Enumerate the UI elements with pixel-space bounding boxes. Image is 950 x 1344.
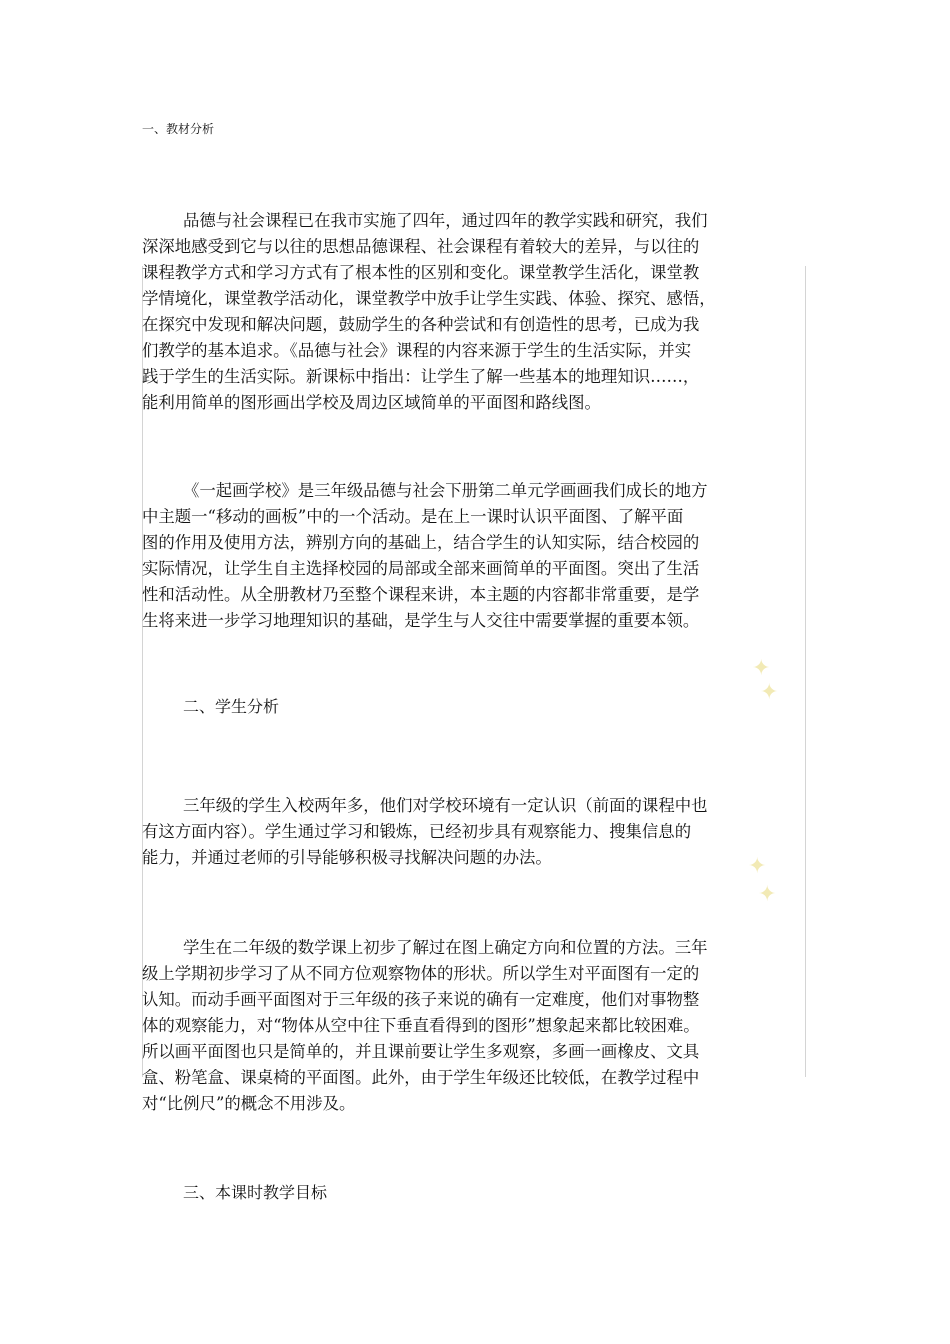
star-icon: ✦: [760, 680, 779, 705]
text-line: 所以画平面图也只是简单的，并且课前要让学生多观察，多画一画橡皮、文具: [142, 1042, 700, 1061]
text-line: 对“比例尺”的概念不用涉及。: [142, 1094, 356, 1113]
text-line: 认知。而动手画平面图对于三年级的孩子来说的确有一定难度，他们对事物整: [142, 990, 700, 1009]
paragraph-student-ability: [142, 935, 808, 1117]
text-line: 三年级的学生入校两年多，他们对学校环境有一定认识（前面的课程中也: [183, 796, 708, 815]
paragraph-lesson-content: [142, 478, 808, 634]
paragraph-student-knowledge: [142, 793, 808, 871]
paragraph-course-background: [142, 208, 808, 416]
text-line: 中主题一“移动的画板”中的一个活动。是在上一课时认识平面图、了解平面: [142, 507, 684, 526]
text-line: 实际情况，让学生自主选择校园的局部或全部来画简单的平面图。突出了生活: [142, 559, 700, 578]
text-line: 能力，并通过老师的引导能够积极寻找解决问题的办法。: [142, 848, 552, 867]
text-line: 生将来进一步学习地理知识的基础，是学生与人交往中需要掌握的重要本领。: [142, 611, 700, 630]
text-line: 在探究中发现和解决问题，鼓励学生的各种尝试和有创造性的思考，已成为我: [142, 315, 700, 334]
text-line: 深深地感受到它与以往的思想品德课程、社会课程有着较大的差异，与以往的: [142, 237, 700, 256]
text-line: 体的观察能力，对“物体从空中往下垂直看得到的图形”想象起来都比较困难。: [142, 1016, 700, 1035]
text-line: 品德与社会课程已在我市实施了四年，通过四年的教学实践和研究，我们: [183, 211, 708, 230]
section-heading-teaching-goals: 三、本课时教学目标: [183, 1183, 328, 1202]
text-line: 学生在二年级的数学课上初步了解过在图上确定方向和位置的方法。三年: [183, 938, 708, 957]
text-line: 课程教学方式和学习方式有了根本性的区别和变化。课堂教学生活化，课堂教: [142, 263, 700, 282]
text-line: 有这方面内容）。学生通过学习和锻炼，已经初步具有观察能力、搜集信息的: [142, 822, 692, 841]
text-line: 图的作用及使用方法，辨别方向的基础上，结合学生的认知实际，结合校园的: [142, 533, 700, 552]
text-line: 践于学生的生活实际。新课标中指出：让学生了解一些基本的地理知识……，: [142, 367, 700, 386]
star-icon: ✦: [752, 656, 771, 681]
section-heading-student-analysis: 二、学生分析: [183, 697, 280, 716]
text-line: 学情境化，课堂教学活动化，课堂教学中放手让学生实践、体验、探究、感悟，: [142, 289, 716, 308]
text-line: 能利用简单的图形画出学校及周边区域简单的平面图和路线图。: [142, 393, 601, 412]
text-line: 盒、粉笔盒、课桌椅的平面图。此外，由于学生年级还比较低，在教学过程中: [142, 1068, 700, 1087]
text-line: 《一起画学校》是三年级品德与社会下册第二单元学画画我们成长的地方: [183, 481, 708, 500]
text-line: 级上学期初步学习了从不同方位观察物体的形状。所以学生对平面图有一定的: [142, 964, 700, 983]
star-icon: ✦: [748, 854, 767, 879]
star-icon: ✦: [758, 882, 777, 907]
section-heading-textbook-analysis: 一、教材分析: [142, 122, 215, 136]
text-line: 性和活动性。从全册教材乃至整个课程来讲，本主题的内容都非常重要，是学: [142, 585, 700, 604]
text-line: 们教学的基本追求。《品德与社会》课程的内容来源于学生的生活实际，并实: [142, 341, 692, 360]
